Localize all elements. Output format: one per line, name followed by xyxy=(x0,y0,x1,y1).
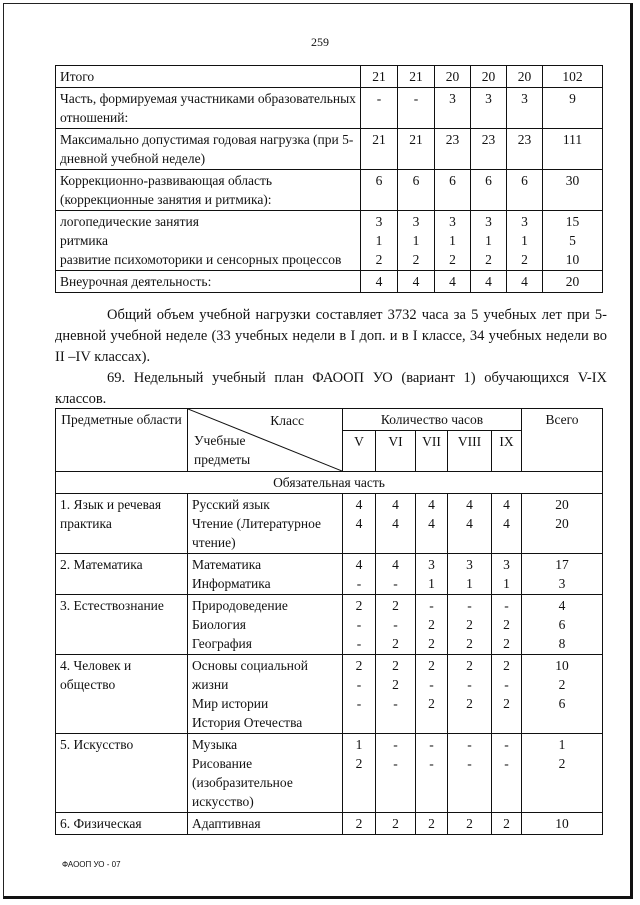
page-number: 259 xyxy=(311,35,329,49)
cell-value: 6 xyxy=(361,170,398,211)
header-hours: Количество часов xyxy=(343,409,522,431)
cell-value: 21 xyxy=(361,129,398,170)
section-row xyxy=(56,472,603,494)
cell-total: 10 xyxy=(522,813,603,835)
cell-value xyxy=(448,655,492,734)
cell-value-line: - xyxy=(467,677,472,692)
header-class-subjects xyxy=(188,409,343,472)
cell-value-line: 5 xyxy=(569,233,576,248)
cell-value-line: - xyxy=(429,598,434,613)
area-label: 2. Математика xyxy=(56,554,188,595)
subject-name: История Отечества xyxy=(192,715,303,730)
grade-label: VI xyxy=(376,431,416,472)
cell-value xyxy=(492,655,522,734)
cell-value-line: 2 xyxy=(466,696,473,711)
cell-value-line: 1 xyxy=(558,737,566,752)
cell-value-line: 3 xyxy=(428,557,435,572)
cell-value-line: 6 xyxy=(558,696,566,711)
row-label xyxy=(56,211,361,271)
cell-value xyxy=(448,734,492,813)
cell-value-line: 3 xyxy=(449,214,456,229)
cell-value-line: - xyxy=(504,598,509,613)
cell-value: 2 xyxy=(448,813,492,835)
cell-value-line: - xyxy=(393,756,398,771)
cell-value xyxy=(343,494,376,554)
area-label: 5. Искусство xyxy=(56,734,188,813)
cell-value: 6 xyxy=(398,170,435,211)
header-subjects xyxy=(194,431,250,469)
cell-total xyxy=(522,494,603,554)
grade-label: VIII xyxy=(448,431,492,472)
subject-name: Чтение (Литературное чтение) xyxy=(192,516,321,550)
table-row xyxy=(56,271,603,293)
cell-value xyxy=(507,211,543,271)
cell-value xyxy=(416,554,448,595)
cell-value-line: 2 xyxy=(428,617,435,632)
subject-name: Русский язык xyxy=(192,497,270,512)
cell-value-line: - xyxy=(504,737,509,752)
cell-value-line: 10 xyxy=(555,658,569,673)
cell-value-line: 3 xyxy=(412,214,420,229)
cell-value-line: - xyxy=(356,636,362,651)
cell-value: 23 xyxy=(471,129,507,170)
cell-value-line: 2 xyxy=(466,658,473,673)
cell-value-line: 20 xyxy=(555,516,569,531)
table-row xyxy=(56,813,603,835)
cell-value-line: 4 xyxy=(558,598,566,613)
cell-value-line: 2 xyxy=(503,617,510,632)
cell-value-line: 2 xyxy=(392,677,399,692)
subject-name: Математика xyxy=(192,557,262,572)
cell-value: 3 xyxy=(435,88,471,129)
cell-value-line: 1 xyxy=(485,233,492,248)
subject-name: География xyxy=(192,636,252,651)
cell-value-line: 3 xyxy=(485,214,492,229)
row-label: Коррекционно-развивающая область (коррекционные занятия и ритмика): xyxy=(56,170,361,211)
cell-value-line: 2 xyxy=(466,617,473,632)
subject-name: Адаптивная xyxy=(188,813,343,835)
row-label: Часть, формируемая участниками образовательных отношений: xyxy=(56,88,361,129)
cell-value-line: 4 xyxy=(503,497,510,512)
cell-value xyxy=(343,595,376,655)
cell-value-line: 2 xyxy=(392,636,399,651)
cell-total xyxy=(522,655,603,734)
cell-value-line: 1 xyxy=(375,233,383,248)
row-label-line: логопедические занятия xyxy=(60,214,199,229)
cell-value xyxy=(492,554,522,595)
area-label: 1. Язык и речевая практика xyxy=(56,494,188,554)
cell-value-line: 4 xyxy=(503,516,510,531)
paragraph-load: Общий объем учебной нагрузки составляет 3732 часа за 5 учебных лет при 5-дневной учебной неделе (33 учебных недели в I доп. и в I классе, 34 учебных недели во II –IV классах). xyxy=(55,307,607,365)
cell-value-line: 2 xyxy=(503,658,510,673)
cell-value-line: 2 xyxy=(355,598,363,613)
cell-value: 2 xyxy=(416,813,448,835)
cell-value-line: 2 xyxy=(558,756,566,771)
cell-value-line: - xyxy=(467,737,472,752)
cell-value xyxy=(343,734,376,813)
cell-value: 23 xyxy=(507,129,543,170)
cell-value-line: 1 xyxy=(412,233,420,248)
header-subjects-line: предметы xyxy=(194,452,251,467)
cell-total xyxy=(543,211,603,271)
row-label-line: развитие психомоторики и сенсорных процессов xyxy=(60,252,342,267)
cell-value-line: 1 xyxy=(449,233,456,248)
table-row xyxy=(56,129,603,170)
cell-value-line: 4 xyxy=(428,497,435,512)
cell-value: 4 xyxy=(435,271,471,293)
cell-value-line: 2 xyxy=(355,658,363,673)
cell-value xyxy=(435,211,471,271)
cell-value-line: 2 xyxy=(503,696,510,711)
subject-list xyxy=(188,655,343,734)
cell-value xyxy=(448,554,492,595)
header-areas: Предметные области xyxy=(56,409,188,472)
cell-value-line: - xyxy=(393,696,398,711)
row-label: Максимально допустимая годовая нагрузка (при 5-дневной учебной неделе) xyxy=(56,129,361,170)
cell-value xyxy=(416,494,448,554)
cell-value: 4 xyxy=(507,271,543,293)
cell-value-line: 4 xyxy=(392,557,399,572)
table-row xyxy=(56,734,603,813)
cell-value: 20 xyxy=(507,66,543,88)
subject-list xyxy=(188,494,343,554)
cell-value-line: - xyxy=(429,737,434,752)
cell-value xyxy=(376,554,416,595)
cell-value: 21 xyxy=(398,66,435,88)
cell-value: 20 xyxy=(471,66,507,88)
cell-value-line: - xyxy=(393,617,398,632)
cell-value-line: 3 xyxy=(521,214,528,229)
cell-value: 6 xyxy=(507,170,543,211)
cell-value: - xyxy=(398,88,435,129)
cell-value xyxy=(376,494,416,554)
cell-value: 2 xyxy=(492,813,522,835)
cell-value-line: 2 xyxy=(449,252,456,267)
subject-list xyxy=(188,734,343,813)
cell-total: 20 xyxy=(543,271,603,293)
cell-value: 3 xyxy=(471,88,507,129)
cell-value-line: 2 xyxy=(521,252,528,267)
cell-value-line: 1 xyxy=(521,233,528,248)
table-row xyxy=(56,88,603,129)
cell-value-line: - xyxy=(467,756,472,771)
cell-value-line: - xyxy=(467,598,472,613)
cell-total xyxy=(522,554,603,595)
cell-value-line: 4 xyxy=(428,516,435,531)
cell-value-line: 1 xyxy=(503,576,510,591)
row-label-line: ритмика xyxy=(60,233,108,248)
cell-value-line: 17 xyxy=(555,557,569,572)
cell-value xyxy=(492,595,522,655)
cell-value-line: - xyxy=(356,617,362,632)
cell-value-line: 20 xyxy=(555,497,569,512)
cell-value-line: 2 xyxy=(392,658,399,673)
cell-value-line: 4 xyxy=(466,497,473,512)
row-label: Итого xyxy=(56,66,361,88)
cell-value xyxy=(416,595,448,655)
cell-value-line: 4 xyxy=(392,516,399,531)
cell-value-line: 4 xyxy=(355,497,363,512)
paragraph-plan-title: 69. Недельный учебный план ФАООП УО (вариант 1) обучающихся V-IX классов. xyxy=(55,370,607,407)
cell-value xyxy=(471,211,507,271)
header-class: Класс xyxy=(270,413,304,428)
cell-value-line: 2 xyxy=(412,252,420,267)
cell-value xyxy=(416,655,448,734)
cell-total xyxy=(522,734,603,813)
cell-value-line: 3 xyxy=(375,214,383,229)
cell-value-line: 2 xyxy=(503,636,510,651)
grade-label: VII xyxy=(416,431,448,472)
cell-value-line: 2 xyxy=(428,658,435,673)
header-subjects-line: Учебные xyxy=(194,433,246,448)
cell-value-line: 3 xyxy=(466,557,473,572)
cell-value xyxy=(343,655,376,734)
cell-value-line: 15 xyxy=(565,214,580,229)
cell-value xyxy=(376,655,416,734)
cell-value xyxy=(448,595,492,655)
grade-label: IX xyxy=(492,431,522,472)
cell-value-line: 4 xyxy=(355,516,363,531)
cell-value-line: 1 xyxy=(428,576,435,591)
header-total: Всего xyxy=(522,409,603,472)
cell-value xyxy=(492,734,522,813)
cell-value: 21 xyxy=(361,66,398,88)
cell-value xyxy=(343,554,376,595)
subject-name: Мир истории xyxy=(192,696,269,711)
cell-value: 2 xyxy=(376,813,416,835)
cell-value-line: 2 xyxy=(428,636,435,651)
cell-value-line: - xyxy=(429,756,434,771)
cell-value-line: - xyxy=(393,576,398,591)
curriculum-table xyxy=(55,408,603,835)
cell-value-line: 4 xyxy=(392,497,399,512)
cell-value: 2 xyxy=(343,813,376,835)
row-label: Внеурочная деятельность: xyxy=(56,271,361,293)
footer-code: ФАООП УО - 07 xyxy=(62,860,121,869)
cell-value-line: 6 xyxy=(558,617,566,632)
cell-value-line: - xyxy=(429,677,434,692)
cell-total: 102 xyxy=(543,66,603,88)
cell-value-line: - xyxy=(356,576,362,591)
cell-value: 4 xyxy=(361,271,398,293)
table-row xyxy=(56,211,603,271)
cell-value-line: 2 xyxy=(375,252,383,267)
cell-value-line: 2 xyxy=(485,252,492,267)
table-row xyxy=(56,595,603,655)
cell-value: 20 xyxy=(435,66,471,88)
cell-value-line: 3 xyxy=(558,576,566,591)
table-row xyxy=(56,554,603,595)
cell-value: 4 xyxy=(471,271,507,293)
cell-value: 4 xyxy=(398,271,435,293)
cell-value: - xyxy=(361,88,398,129)
subject-name: Информатика xyxy=(192,576,271,591)
cell-value xyxy=(361,211,398,271)
summary-table xyxy=(55,65,603,293)
subject-list xyxy=(188,554,343,595)
cell-value xyxy=(448,494,492,554)
cell-value xyxy=(376,734,416,813)
cell-value-line: 1 xyxy=(355,737,363,752)
cell-value: 21 xyxy=(398,129,435,170)
cell-value-line: 4 xyxy=(466,516,473,531)
cell-total: 9 xyxy=(543,88,603,129)
cell-value: 6 xyxy=(435,170,471,211)
section-title: Обязательная часть xyxy=(56,472,603,494)
cell-value xyxy=(376,595,416,655)
grade-label: V xyxy=(343,431,376,472)
cell-value xyxy=(398,211,435,271)
cell-value-line: 4 xyxy=(355,557,363,572)
cell-value-line: 10 xyxy=(565,252,580,267)
cell-value-line: 2 xyxy=(428,696,435,711)
cell-value-line: 8 xyxy=(558,636,566,651)
table-row xyxy=(56,66,603,88)
table-row xyxy=(56,170,603,211)
cell-value xyxy=(492,494,522,554)
cell-total: 30 xyxy=(543,170,603,211)
subject-name: Музыка xyxy=(192,737,238,752)
cell-value-line: - xyxy=(356,696,362,711)
cell-value-line: 2 xyxy=(392,598,399,613)
area-label: 6. Физическая xyxy=(56,813,188,835)
subject-name: Природоведение xyxy=(192,598,288,613)
cell-value-line: - xyxy=(356,677,362,692)
cell-value: 23 xyxy=(435,129,471,170)
cell-value-line: 2 xyxy=(466,636,473,651)
subject-name: Рисование (изобразительное искусство) xyxy=(192,756,293,809)
cell-total xyxy=(522,595,603,655)
table-row xyxy=(56,655,603,734)
cell-value xyxy=(416,734,448,813)
cell-value-line: - xyxy=(393,737,398,752)
area-label: 3. Естествознание xyxy=(56,595,188,655)
subject-list xyxy=(188,595,343,655)
header-row xyxy=(56,409,603,431)
area-label: 4. Человек и общество xyxy=(56,655,188,734)
cell-value: 6 xyxy=(471,170,507,211)
table-row xyxy=(56,494,603,554)
cell-value-line: 2 xyxy=(355,756,363,771)
cell-value-line: - xyxy=(504,756,509,771)
cell-value-line: 3 xyxy=(503,557,510,572)
cell-value-line: 1 xyxy=(466,576,473,591)
cell-value: 3 xyxy=(507,88,543,129)
cell-value-line: 2 xyxy=(558,677,566,692)
cell-total: 111 xyxy=(543,129,603,170)
subject-name: Биология xyxy=(192,617,247,632)
subject-name: Основы социальной жизни xyxy=(192,658,308,692)
cell-value-line: - xyxy=(504,677,509,692)
